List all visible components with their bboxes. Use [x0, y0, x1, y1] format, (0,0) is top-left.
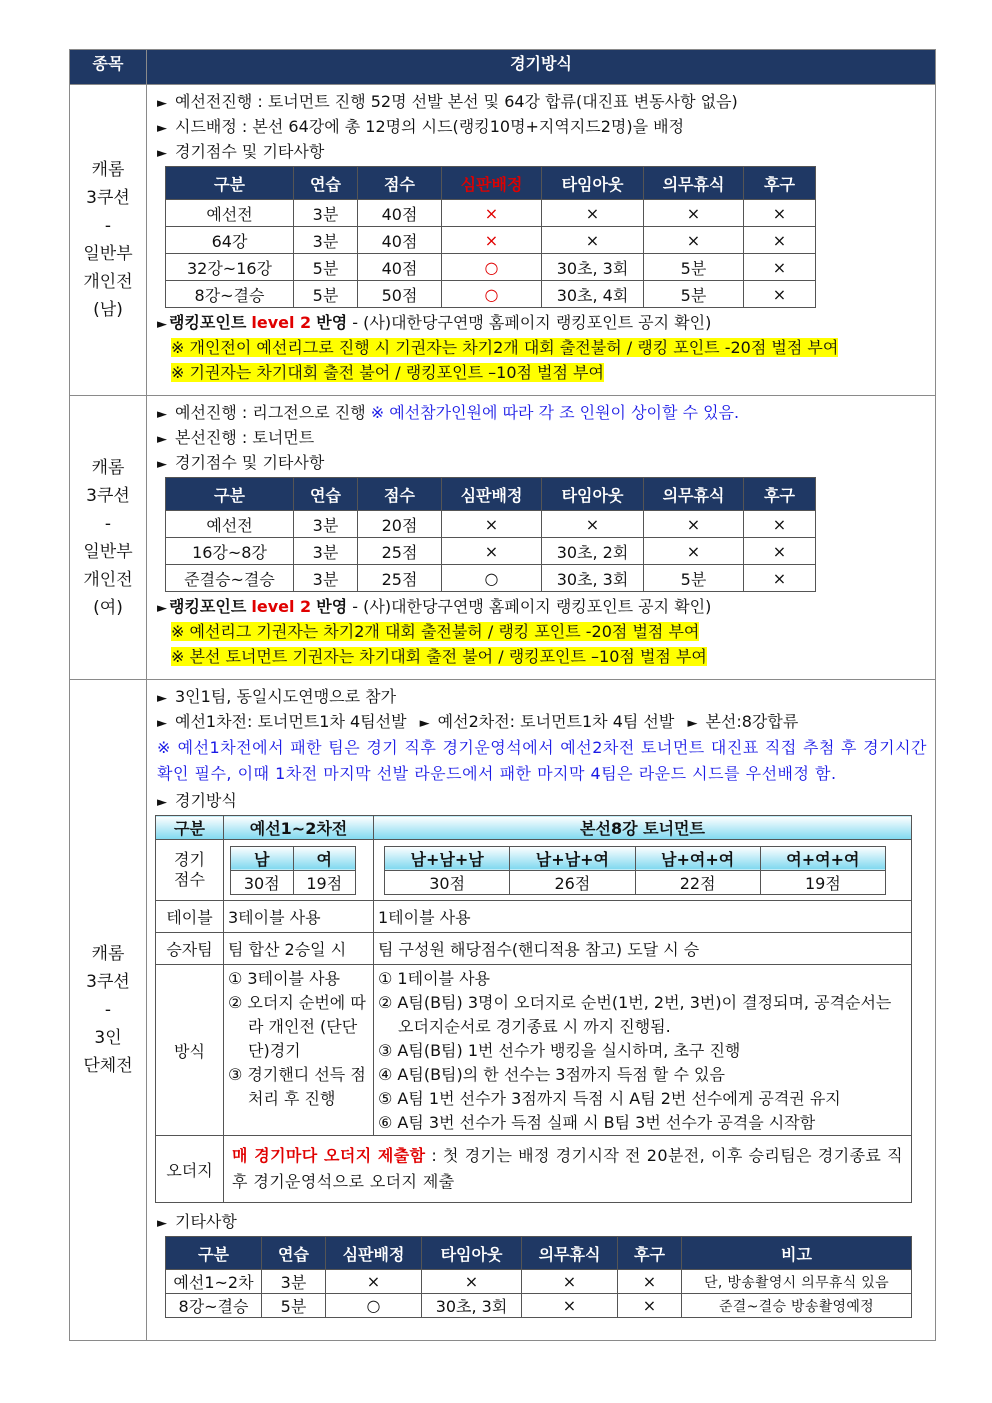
arrow-icon: ► [157, 1216, 167, 1231]
table-cell: 30초, 3회 [542, 254, 644, 281]
score-row: 경기 점수 남 여 30점 19점 남+남+남 남+남+여 남+여+여 여+여+여 30점 26점 22점 19점 [156, 840, 912, 901]
table-row [166, 538, 816, 565]
arrow-icon: ► [157, 121, 167, 136]
table-cell: 준결승~결승 [166, 565, 294, 592]
table-cell: × [644, 227, 744, 254]
ranking-line: ► 랭킹포인트 level 2 반영 - (사)대한당구연맹 홈페이지 랭킹포인트 공지 확인) [157, 597, 712, 616]
table-cell: 5분 [262, 1294, 326, 1318]
table-cell: 16강~8강 [166, 538, 294, 565]
arrow-icon: ► [157, 432, 167, 447]
table-cell: 50점 [358, 281, 442, 308]
table-cell: × [744, 538, 816, 565]
table-cell: 40점 [358, 227, 442, 254]
section-women-individual [70, 396, 936, 680]
table-cell: 30초, 3회 [542, 565, 644, 592]
table-cell: × [326, 1270, 422, 1294]
table-header-row: 구분 연습 점수 심판배정 타임아웃 의무휴식 후구 [166, 478, 816, 511]
table-cell: × [744, 254, 816, 281]
table-cell: 5분 [644, 281, 744, 308]
table-row: 테이블 3테이블 사용 1테이블 사용 [156, 901, 912, 933]
score-table [165, 477, 816, 592]
table-cell: × [442, 227, 542, 254]
table-cell: × [618, 1270, 682, 1294]
table-cell: 3분 [294, 565, 358, 592]
arrow-icon: ► [157, 146, 167, 161]
table-cell: 30초, 3회 [422, 1294, 522, 1318]
prelim-score-table: 남 여 30점 19점 [230, 846, 356, 895]
table-cell: × [442, 538, 542, 565]
table-cell: 3분 [294, 200, 358, 227]
arrow-icon: ► [157, 407, 167, 422]
penalty-note: ※ 기권자는 차기대회 출전 불어 / 랭킹포인트 –10점 벌점 부여 [171, 363, 604, 382]
table-cell: × [618, 1294, 682, 1318]
section-label: 캐롬 3쿠션 - 3인 단체전 [70, 680, 147, 1341]
penalty-note: ※ 개인전이 예선리그로 진행 시 기권자는 차기2개 대회 출전불허 / 랭킹 포인트 -20점 벌점 부여 [171, 338, 839, 357]
table-cell: × [644, 538, 744, 565]
arrow-icon: ► [687, 716, 698, 731]
table-cell: × [644, 511, 744, 538]
table-cell: 25점 [358, 565, 442, 592]
table-cell: 준결~결승 방송촬영예정 [682, 1294, 912, 1318]
table-cell: ○ [442, 565, 542, 592]
table-cell: × [542, 227, 644, 254]
table-row [166, 254, 816, 281]
table-cell: 40점 [358, 200, 442, 227]
section-men-individual [70, 85, 936, 396]
table-cell: × [522, 1294, 618, 1318]
rules-table [69, 49, 936, 1341]
list-item: ► 경기점수 및 기타사항 [157, 453, 325, 472]
table-row [166, 281, 816, 308]
table-header-row: 구분 예선1~2차전 본선8강 토너먼트 [156, 816, 912, 840]
arrow-icon: ► [157, 96, 167, 111]
list-item: ► 경기점수 및 기타사항 [157, 142, 325, 161]
table-row [166, 200, 816, 227]
header-row [70, 50, 936, 85]
list-item: ► 예선1차전: 토너먼트1차 4팀선발 ► 예선2차전: 토너먼트1차 4팀 선발 ► 본선:8강합류 [157, 712, 799, 731]
table-cell: 20점 [358, 511, 442, 538]
table-cell: × [744, 281, 816, 308]
table-cell: 40점 [358, 254, 442, 281]
penalty-note: ※ 본선 토너먼트 기권자는 차기대회 출전 불어 / 랭킹포인트 –10점 벌점 부여 [171, 647, 707, 666]
team-draw-note: ※ 예선1차전에서 패한 팀은 경기 직후 경기운영석에서 예선2차전 토너먼트 대진표 직접 추첨 후 경기시간 확인 필수, 이때 1차전 마지막 선발 라운드에서 패한 마지막 4팀은 라운드 시드를 우선배정 함. [157, 738, 927, 783]
table-cell: 32강~16강 [166, 254, 294, 281]
table-cell: 8강~결승 [166, 1294, 262, 1318]
penalty-note: ※ 예선리그 기권자는 차기2개 대회 출전불허 / 랭킹 포인트 -20점 벌점 부여 [171, 622, 700, 641]
table-cell: 5분 [294, 281, 358, 308]
table-cell: × [542, 200, 644, 227]
table-cell: × [422, 1270, 522, 1294]
table-cell: 5분 [644, 565, 744, 592]
table-cell: 예선전 [166, 511, 294, 538]
table-cell: ○ [326, 1294, 422, 1318]
table-header-row: 구분 연습 심판배정 타임아웃 의무휴식 후구 비고 [166, 1237, 912, 1270]
list-item: ► 시드배정 : 본선 64강에 총 12명의 시드(랭킹10명+지역지드2명)을 배정 [157, 117, 685, 136]
table-row [166, 1294, 912, 1318]
arrow-icon: ► [157, 601, 167, 616]
table-row [166, 565, 816, 592]
table-cell: × [744, 227, 816, 254]
table-cell: 예선전 [166, 200, 294, 227]
table-cell: × [744, 200, 816, 227]
list-item: ► 예선전진행 : 토너먼트 진행 52명 선발 본선 및 64강 합류(대진표 변동사항 없음) [157, 92, 738, 111]
list-item: ► 3인1팀, 동일시도연맹으로 참가 [157, 687, 397, 706]
table-cell: 25점 [358, 538, 442, 565]
ranking-line: ► 랭킹포인트 level 2 반영 - (사)대한당구연맹 홈페이지 랭킹포인트 공지 확인) [157, 313, 712, 332]
table-cell: 예선1~2차 [166, 1270, 262, 1294]
table-cell: 8강~결승 [166, 281, 294, 308]
table-cell: × [522, 1270, 618, 1294]
arrow-icon: ► [157, 795, 167, 810]
arrow-icon: ► [157, 691, 167, 706]
table-cell: 단, 방송촬영시 의무휴식 있음 [682, 1270, 912, 1294]
arrow-icon: ► [157, 457, 167, 472]
table-cell: 30초, 4회 [542, 281, 644, 308]
team-method-table [155, 815, 912, 1203]
table-row: 승자팀 팀 합산 2승일 시 팀 구성원 해당점수(핸디적용 참고) 도달 시 승 [156, 933, 912, 965]
list-item: ► 경기방식 [157, 791, 237, 810]
table-row [166, 1270, 912, 1294]
table-row [166, 511, 816, 538]
arrow-icon: ► [419, 716, 430, 731]
table-cell: × [744, 511, 816, 538]
header-event: 종목 [70, 50, 147, 85]
score-table [165, 166, 816, 308]
arrow-icon: ► [157, 716, 167, 731]
main-score-table: 남+남+남 남+남+여 남+여+여 여+여+여 30점 26점 22점 19점 [384, 846, 886, 895]
table-cell: × [442, 511, 542, 538]
table-row: 방식 ① 3테이블 사용 ② 오더지 순번에 따라 개인전 (단단단)경기 ③ 경기핸디 선득 점 처리 후 진행 ① 1테이블 사용 ② A팀(B팀) 3명이 오더지로 순번(1번, 2번, 3번)이 결정되며, 공격순서는 오더지순서로 경기종료 시 까지 진행됨. ③ A팀(B팀) 1번 선수가 뱅킹을 실시하며, 초구 진행 ④ A팀(B팀)의 한 선수는 3점까지 득점 할 수 있음 ⑤ A팀 1번 선수가 3점까지 득점 시 A팀 2번 선수에게 공격권 유지 ⑥ A팀 3번 선수가 득점 실패 시 B팀 3번 선수가 공격을 시작함 [156, 965, 912, 1136]
section-label: 캐롬 3쿠션 - 일반부 개인전 (남) [70, 85, 147, 396]
table-cell: ○ [442, 281, 542, 308]
header-method: 경기방식 [147, 50, 936, 85]
table-cell: 5분 [644, 254, 744, 281]
table-cell: 3분 [294, 511, 358, 538]
table-header-row: 구분 연습 점수 심판배정 타임아웃 의무휴식 후구 [166, 167, 816, 200]
table-cell: 3분 [262, 1270, 326, 1294]
table-cell: × [542, 511, 644, 538]
table-cell: ○ [442, 254, 542, 281]
list-item: ► 기타사항 [157, 1212, 237, 1231]
arrow-icon: ► [157, 317, 167, 332]
list-item: ► 예선진행 : 리그전으로 진행 ※ 예선참가인원에 따라 각 조 인원이 상이할 수 있음. [157, 403, 740, 422]
table-cell: 5분 [294, 254, 358, 281]
section-label: 캐롬 3쿠션 - 일반부 개인전 (여) [70, 396, 147, 680]
table-cell: × [644, 200, 744, 227]
table-cell: 64강 [166, 227, 294, 254]
table-cell: × [744, 565, 816, 592]
table-cell: 3분 [294, 227, 358, 254]
table-row [166, 227, 816, 254]
etc-table [165, 1236, 912, 1318]
list-item: ► 본선진행 : 토너먼트 [157, 428, 315, 447]
table-cell: 30초, 2회 [542, 538, 644, 565]
table-cell: × [442, 200, 542, 227]
table-row: 오더지 매 경기마다 오더지 제출함 : 첫 경기는 배정 경기시작 전 20분전, 이후 승리팀은 경기종료 직후 경기운영석으로 오더지 제출 [156, 1136, 912, 1203]
section-team [70, 680, 936, 1341]
table-cell: 3분 [294, 538, 358, 565]
